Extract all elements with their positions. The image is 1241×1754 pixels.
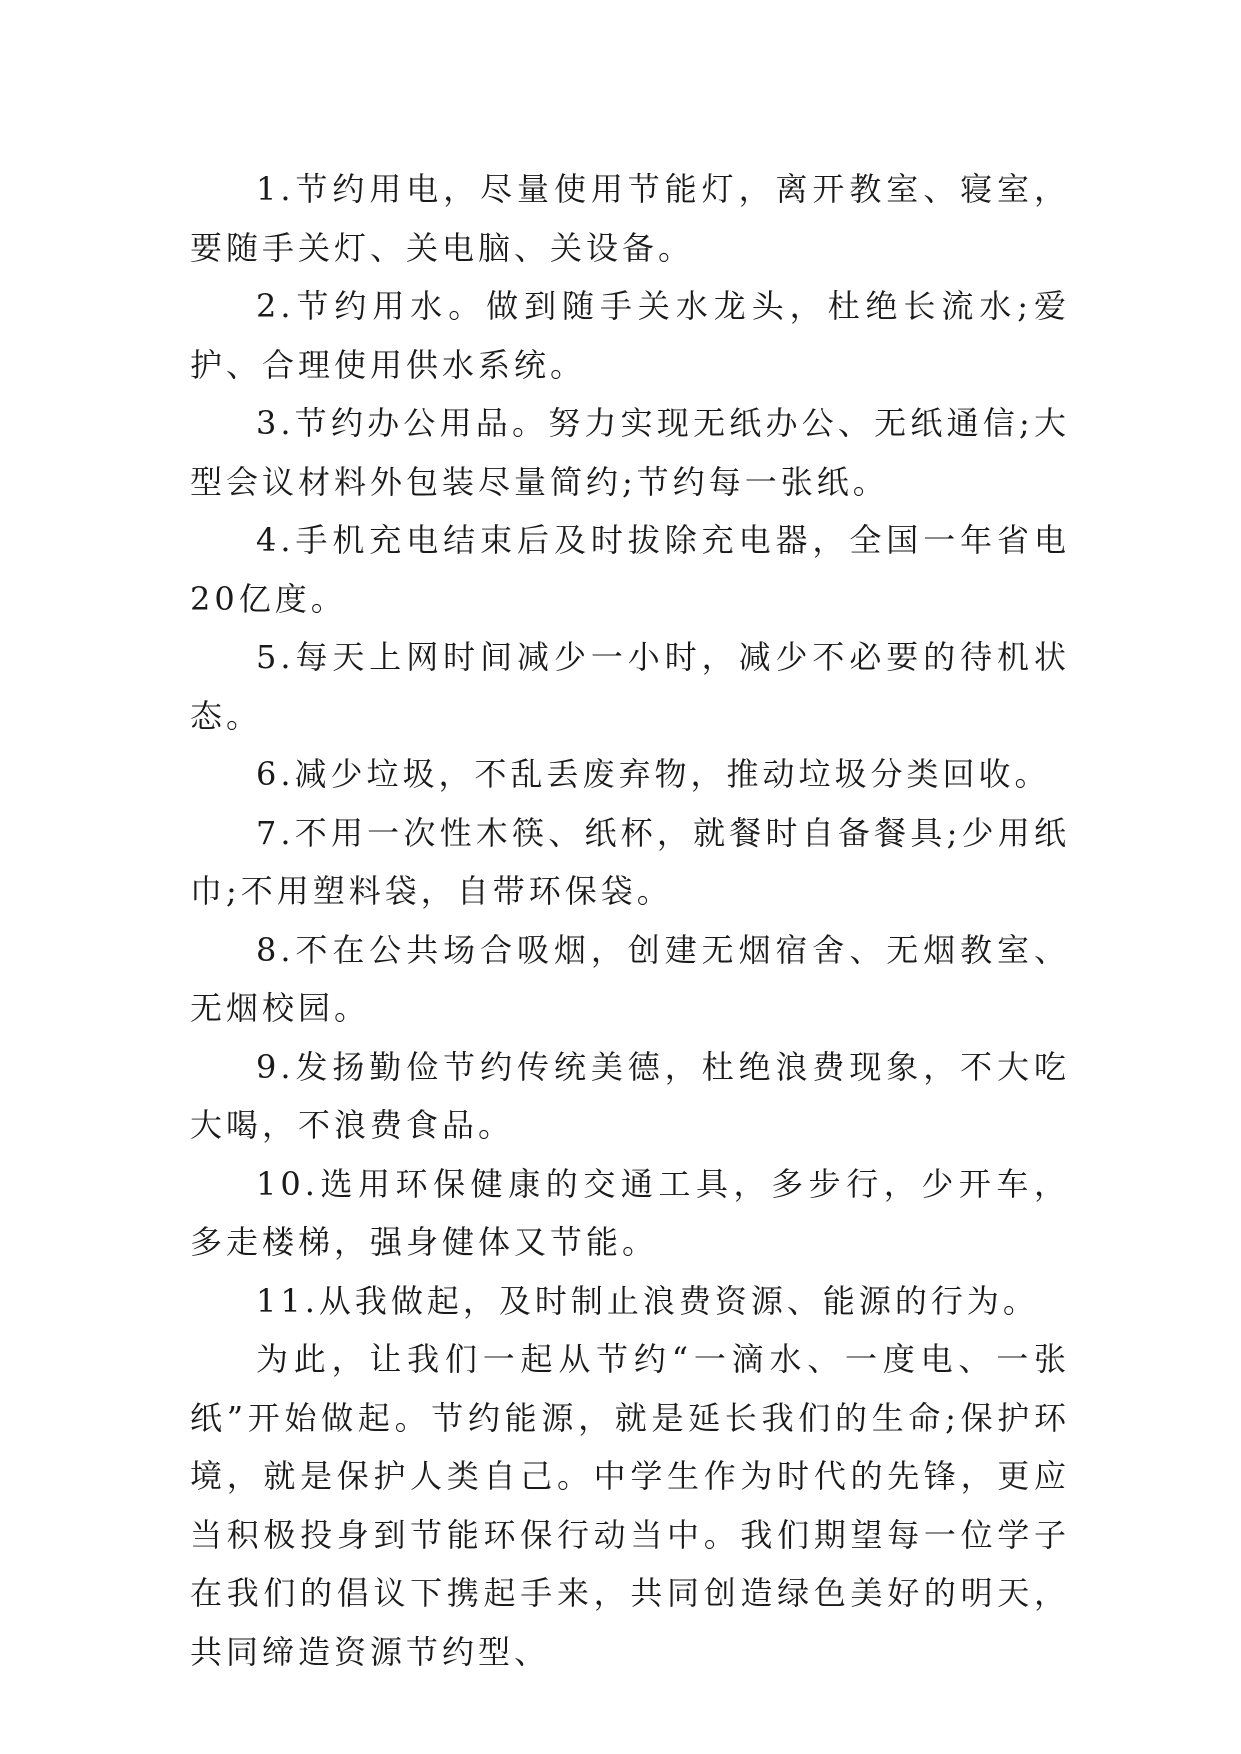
paragraph-item-5: 5.每天上网时间减少一小时，减少不必要的待机状态。 (190, 638, 1070, 735)
paragraph-item-8: 8.不在公共场合吸烟，创建无烟宿舍、无烟教室、无烟校园。 (190, 930, 1070, 1027)
paragraph-item-9: 9.发扬勤俭节约传统美德，杜绝浪费现象，不大吃大喝，不浪费食品。 (190, 1047, 1070, 1144)
document-body (190, 160, 1070, 1681)
paragraph-item-2: 2.节约用水。做到随手关水龙头，杜绝长流水;爱护、合理使用供水系统。 (190, 287, 1070, 384)
paragraph-item-11: 11.从我做起，及时制止浪费资源、能源的行为。 (256, 1281, 1039, 1320)
paragraph-item-10: 10.选用环保健康的交通工具，多步行，少开车，多走楼梯，强身健体又节能。 (190, 1164, 1070, 1261)
paragraph-item-4: 4.手机充电结束后及时拔除充电器，全国一年省电20亿度。 (190, 521, 1070, 618)
paragraph-conclusion: 为此，让我们一起从节约“一滴水、一度电、一张纸”开始做起。节约能源，就是延长我们的生命;保护环境，就是保护人类自己。中学生作为时代的先锋，更应当积极投身到节能环保行动当中。我们期望每一位学子在我们的倡议下携起手来，共同创造绿色美好的明天，共同缔造资源节约型、 (190, 1340, 1070, 1671)
paragraph-item-1: 1.节约用电，尽量使用节能灯，离开教室、寝室，要随手关灯、关电脑、关设备。 (190, 170, 1070, 267)
paragraph-item-7: 7.不用一次性木筷、纸杯，就餐时自备餐具;少用纸巾;不用塑料袋，自带环保袋。 (190, 813, 1070, 910)
paragraph-item-3: 3.节约办公用品。努力实现无纸办公、无纸通信;大型会议材料外包装尽量简约;节约每一张纸。 (190, 404, 1070, 501)
paragraph-item-6: 6.减少垃圾，不乱丢废弃物，推动垃圾分类回收。 (256, 755, 1051, 793)
